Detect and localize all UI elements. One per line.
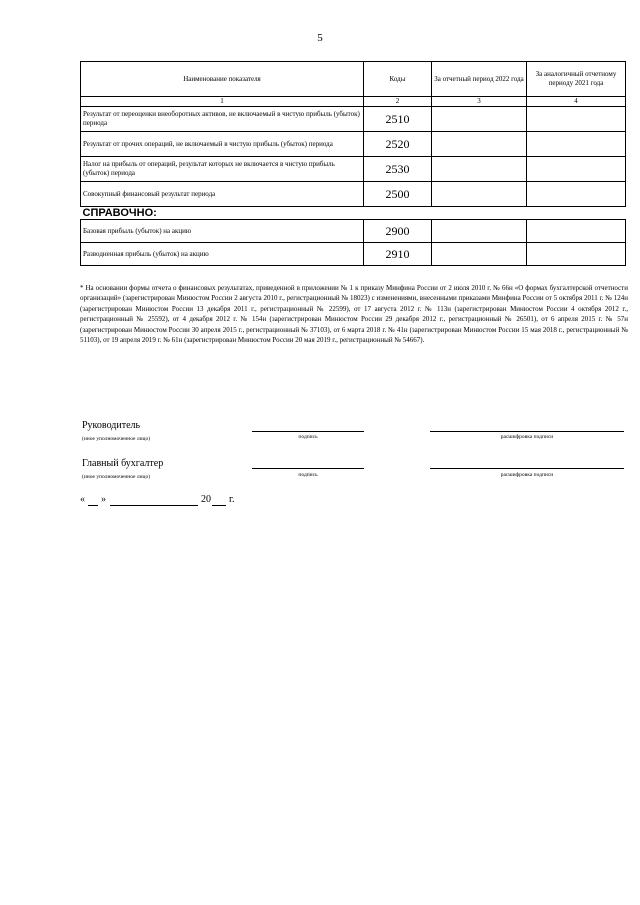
header-previous-period: За аналогичный отчетному периоду 2021 года — [527, 62, 626, 97]
year-prefix: 20 — [201, 494, 211, 505]
column-index: 4 — [527, 97, 626, 107]
header-code: Коды — [364, 62, 432, 97]
section-title: СПРАВОЧНО: — [81, 207, 626, 220]
row-code: 2510 — [364, 107, 432, 132]
day-blank — [88, 505, 98, 506]
table-row — [81, 243, 626, 266]
row-current-value — [432, 132, 527, 157]
year-suffix: г. — [229, 494, 235, 505]
date-open-quote: « — [80, 494, 85, 505]
header-current-period: За отчетный период 2022 года — [432, 62, 527, 97]
row-current-value — [432, 107, 527, 132]
row-code: 2500 — [364, 182, 432, 207]
column-index: 3 — [432, 97, 527, 107]
row-code: 2520 — [364, 132, 432, 157]
accountant-signature-caption: подпись — [298, 472, 318, 478]
month-blank — [110, 505, 198, 506]
column-index-row — [81, 97, 626, 107]
row-previous-value — [527, 157, 626, 182]
section-title-row — [81, 207, 626, 220]
table-row — [81, 220, 626, 243]
page-number: 5 — [317, 32, 323, 44]
row-code: 2910 — [364, 243, 432, 266]
head-decoding-caption: расшифровка подписи — [500, 434, 554, 440]
date-close-quote: » — [101, 494, 106, 505]
accountant-signature-line — [252, 468, 364, 469]
row-name: Результат от переоценки внеоборотных активов, не включаемый в чистую прибыль (убыток) периода — [81, 107, 364, 132]
row-current-value — [432, 157, 527, 182]
year-blank — [212, 505, 226, 506]
row-code: 2900 — [364, 220, 432, 243]
table-row — [81, 107, 626, 132]
head-authorized-caption: (иное уполномоченное лицо) — [82, 436, 151, 442]
row-previous-value — [527, 107, 626, 132]
row-previous-value — [527, 220, 626, 243]
head-signature-line — [252, 431, 364, 432]
financial-results-table — [80, 61, 626, 266]
head-signature-caption: подпись — [298, 434, 318, 440]
footnote: * На основании формы отчета о финансовых результатах, приведенной в приложении № 1 к приказу Минфина России от 2 июля 2010 г. № 66н «О формах бухгалтерской отчетности организаций» (зарегистрирован Минюстом России 2 августа 2010 г., регистрационный № 18023) с изменениями, внесенными приказами Минфина России от 5 октября 2011 г. № 124н (зарегистрирован Минюстом России 13 декабря 2011 г., регистрационный № 22599), от 17 августа 2012 г. № 113н (зарегистрирован Минюстом России 4 октября 2012 г., регистрационный № 25592), от 4 декабря 2012 г. № 154н (зарегистрирован Минюстом России 29 декабря 2012 г., регистрационный № 26501), от 6 апреля 2015 г. № 57н (зарегистрирован Минюстом России 30 апреля 2015 г., регистрационный № 37103), от 6 марта 2018 г. № 41н (зарегистрирован Минюстом России 15 мая 2018 г., регистрационный № 51103), от 19 апреля 2019 г. № 61н (зарегистрирован Минюстом России 20 мая 2019 г., регистрационный № 54667). — [80, 284, 628, 345]
row-previous-value — [527, 182, 626, 207]
row-previous-value — [527, 243, 626, 266]
table-header-row — [81, 62, 626, 97]
table-row — [81, 182, 626, 207]
accountant-label: Главный бухгалтер — [82, 458, 164, 469]
row-name: Совокупный финансовый результат периода — [81, 182, 364, 207]
column-index: 2 — [364, 97, 432, 107]
accountant-decoding-line — [430, 468, 624, 469]
table-row — [81, 132, 626, 157]
header-name: Наименование показателя — [81, 62, 364, 97]
row-name: Результат от прочих операций, не включаемый в чистую прибыль (убыток) периода — [81, 132, 364, 157]
head-decoding-line — [430, 431, 624, 432]
row-name: Налог на прибыль от операций, результат которых не включается в чистую прибыль (убыток) периода — [81, 157, 364, 182]
row-current-value — [432, 182, 527, 207]
accountant-authorized-caption: (иное уполномоченное лицо) — [82, 474, 151, 480]
head-label: Руководитель — [82, 420, 141, 431]
table-row — [81, 157, 626, 182]
row-name: Разводненная прибыль (убыток) на акцию — [81, 243, 364, 266]
row-name: Базовая прибыль (убыток) на акцию — [81, 220, 364, 243]
row-previous-value — [527, 132, 626, 157]
column-index: 1 — [81, 97, 364, 107]
row-code: 2530 — [364, 157, 432, 182]
row-current-value — [432, 220, 527, 243]
accountant-decoding-caption: расшифровка подписи — [500, 472, 554, 478]
row-current-value — [432, 243, 527, 266]
